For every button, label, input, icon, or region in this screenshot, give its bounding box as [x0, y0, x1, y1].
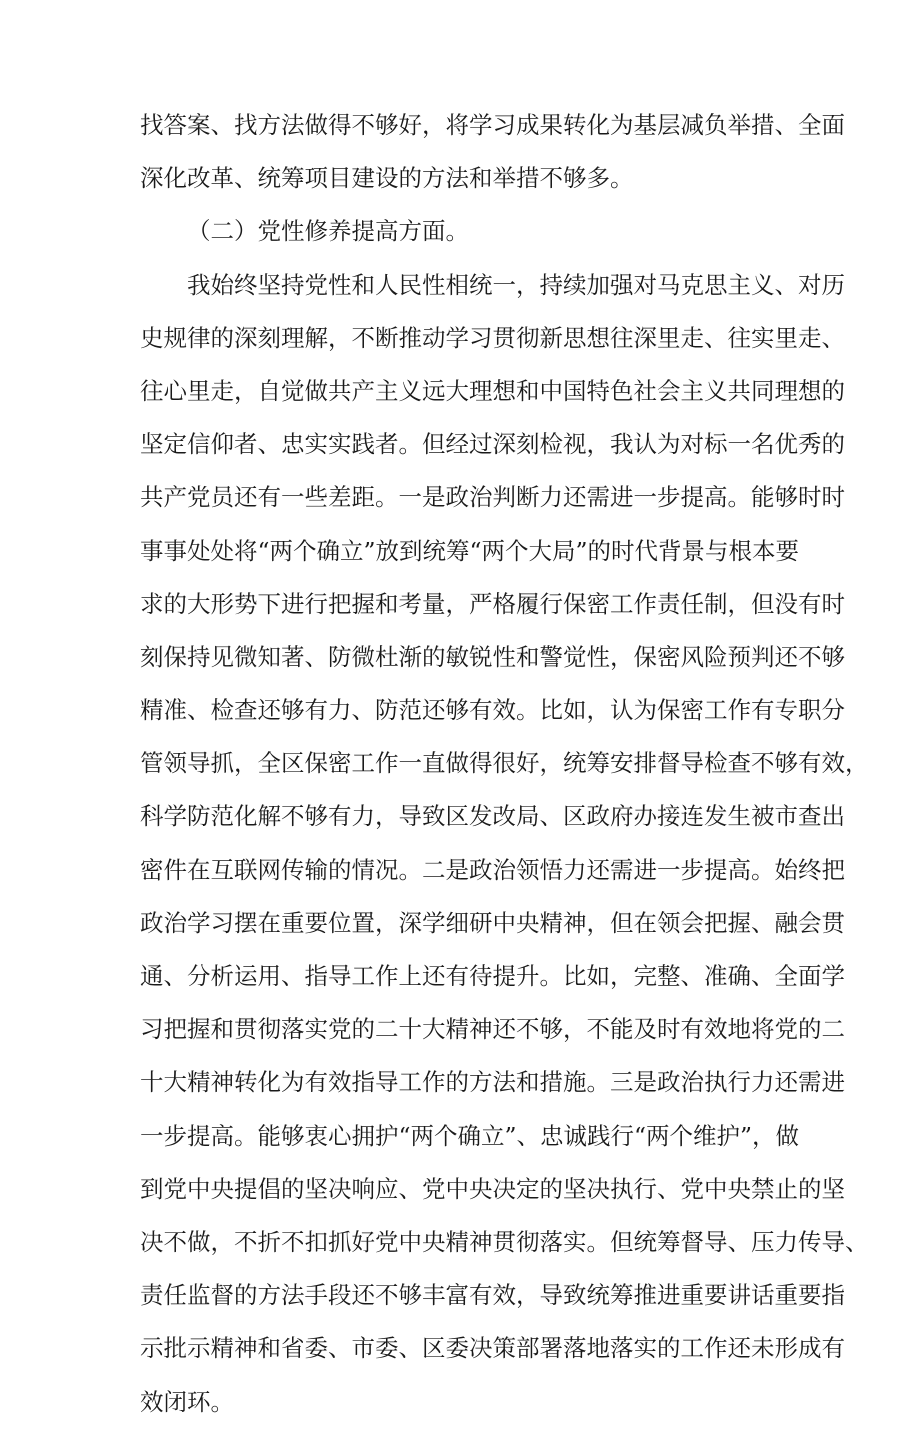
paragraph-2-line-21: 示批示精神和省委、市委、区委决策部署落地落实的工作还未形成有: [140, 1334, 845, 1363]
paragraph-2-line-5: 共产党员还有一些差距。一是政治判断力还需进一步提高。能够时时: [140, 483, 845, 512]
paragraph-2-line-8: 刻保持见微知著、防微杜渐的敏锐性和警觉性，保密风险预判还不够: [140, 642, 845, 671]
paragraph-2-line-9: 精准、检查还够有力、防范还够有效。比如，认为保密工作有专职分: [140, 696, 845, 725]
paragraph-2-line-16: 十大精神转化为有效指导工作的方法和措施。三是政治执行力还需进: [140, 1068, 845, 1097]
paragraph-2-line-15: 习把握和贯彻落实党的二十大精神还不够，不能及时有效地将党的二: [140, 1015, 845, 1044]
paragraph-2-line-12: 密件在互联网传输的情况。二是政治领悟力还需进一步提高。始终把: [140, 855, 845, 884]
paragraph-2-line-17: 一步提高。能够衷心拥护“两个确立”、忠诚践行“两个维护”，做: [140, 1121, 800, 1150]
paragraph-2-line-4: 坚定信仰者、忠实实践者。但经过深刻检视，我认为对标一名优秀的: [140, 430, 845, 459]
paragraph-2-line-20: 责任监督的方法手段还不够丰富有效，导致统筹推进重要讲话重要指: [140, 1281, 845, 1310]
paragraph-2-line-22: 效闭环。: [140, 1387, 234, 1416]
paragraph-2-line-18: 到党中央提倡的坚决响应、党中央决定的坚决执行、党中央禁止的坚: [140, 1174, 845, 1203]
paragraph-2-line-11: 科学防范化解不够有力，导致区发改局、区政府办接连发生被市查出: [140, 802, 845, 831]
paragraph-2-line-19: 决不做，不折不扣抓好党中央精神贯彻落实。但统筹督导、压力传导、: [140, 1227, 869, 1256]
paragraph-2-line-3: 往心里走，自觉做共产主义远大理想和中国特色社会主义共同理想的: [140, 376, 845, 405]
paragraph-1-line-2: 深化改革、统筹项目建设的方法和举措不够多。: [140, 164, 634, 193]
document-page: [140, 99, 869, 1429]
section-heading: （二）党性修养提高方面。: [187, 217, 469, 246]
paragraph-2-line-13: 政治学习摆在重要位置，深学细研中央精神，但在领会把握、融会贯: [140, 908, 845, 937]
paragraph-2-line-10: 管领导抓，全区保密工作一直做得很好，统筹安排督导检查不够有效，: [140, 749, 869, 778]
paragraph-2-line-2: 史规律的深刻理解，不断推动学习贯彻新思想往深里走、往实里走、: [140, 323, 845, 352]
paragraph-2-line-7: 求的大形势下进行把握和考量，严格履行保密工作责任制，但没有时: [140, 589, 845, 618]
paragraph-2-line-1: 我始终坚持党性和人民性相统一，持续加强对马克思主义、对历: [187, 270, 845, 299]
paragraph-2-line-14: 通、分析运用、指导工作上还有待提升。比如，完整、准确、全面学: [140, 962, 845, 990]
paragraph-1-line-1: 找答案、找方法做得不够好，将学习成果转化为基层减负举措、全面: [140, 111, 845, 139]
paragraph-2-line-6: 事事处处将“两个确立”放到统筹“两个大局”的时代背景与根本要: [140, 536, 800, 565]
